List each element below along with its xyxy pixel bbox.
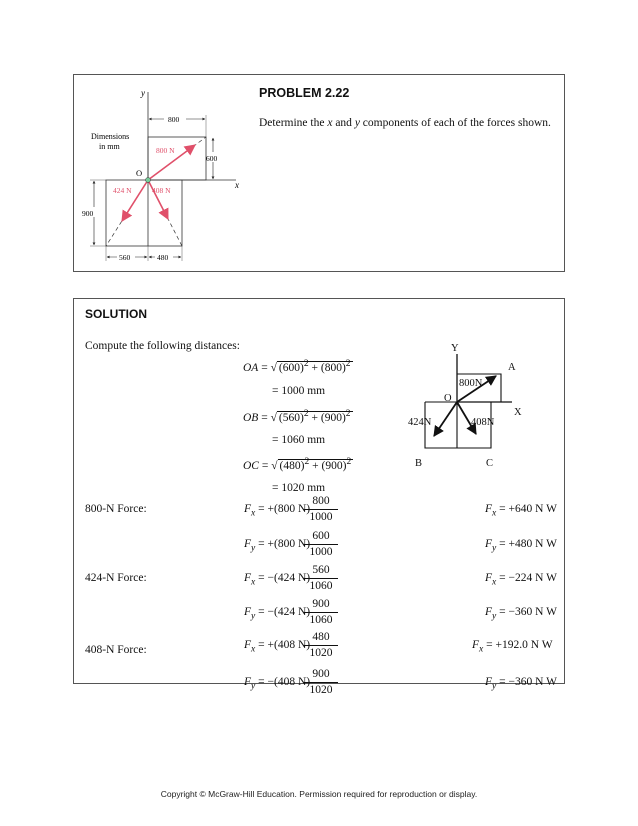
solution-sketch [400, 340, 545, 470]
sketch-y: Y [451, 343, 459, 354]
row-5-result: $F_y = -360$ N W [485, 676, 557, 692]
force-800-label: 800 N [156, 146, 175, 155]
ob-result: = 1060 mm [272, 434, 326, 446]
sketch-c: C [486, 458, 494, 469]
oa-equation: OA = √ $(600)^2 + (800)^2$ [243, 358, 351, 374]
row-2-result: $F_x = -224$ N W [485, 572, 557, 588]
dim-900-label: 900 [82, 209, 94, 218]
row-0-result: $F_x = +640$ N W [485, 503, 557, 519]
dim-480-label: 480 [157, 253, 169, 262]
row-2-label: 424-N Force: [85, 572, 147, 584]
row-4-result: $F_x = +192.0$ N W [472, 639, 553, 655]
sketch-800-label: 800N [459, 378, 483, 389]
row-3-fraction: $\frac{900}{1060}$ [304, 597, 338, 628]
row-3-lhs: $F_y = -(424$ N) [244, 606, 311, 622]
problem-statement: Determine the x and y components of each of the forces shown. [259, 117, 551, 129]
row-1-lhs: $F_y = +(800$ N) [244, 538, 311, 554]
row-3-result: $F_y = -360$ N W [485, 606, 557, 622]
dimensions-line2: in mm [99, 142, 120, 151]
dim-800-label: 800 [168, 115, 180, 124]
sketch-424-arrow [434, 402, 457, 436]
row-5-lhs: $F_y = -(408$ N) [244, 676, 311, 692]
sketch-b: B [415, 458, 423, 469]
row-0-lhs: $F_x = +(800$ N) [244, 503, 311, 519]
row-1-result: $F_y = +480$ N W [485, 538, 557, 554]
sketch-o: O [444, 393, 452, 404]
row-1-fraction: $\frac{600}{1000}$ [304, 529, 338, 560]
dimensions-line1: Dimensions [91, 132, 130, 141]
problem-figure [78, 80, 258, 265]
force-424-label: 424 N [113, 186, 132, 195]
sketch-424-label: 424N [408, 417, 432, 428]
oc-equation: OC = √ $(480)^2 + (900)^2$ [243, 456, 352, 472]
oa-result: = 1000 mm [272, 385, 326, 397]
solution-intro: Compute the following distances: [85, 340, 240, 352]
sketch-x: X [514, 407, 522, 418]
row-4-label: 408-N Force: [85, 644, 147, 656]
fig-origin-label: O [136, 168, 143, 178]
dim-600-label: 600 [206, 154, 218, 163]
row-4-fraction: $\frac{480}{1020}$ [304, 630, 338, 661]
fig-x-label: x [235, 180, 239, 190]
solution-title: SOLUTION [85, 307, 147, 321]
oc-result: = 1020 mm [272, 482, 326, 494]
sketch-408-label: 408N [471, 417, 495, 428]
row-2-lhs: $F_x = -(424$ N) [244, 572, 311, 588]
ob-equation: OB = √ $(560)^2 + (900)^2$ [243, 408, 351, 424]
fig-y-label: y [141, 88, 145, 98]
sketch-a: A [508, 362, 516, 373]
origin-point [146, 178, 151, 183]
row-0-label: 800-N Force: [85, 503, 147, 515]
force-408-label: 408 N [152, 186, 171, 195]
copyright-footer: Copyright © McGraw-Hill Education. Permission required for reproduction or display. [160, 789, 478, 799]
row-5-fraction: $\frac{900}{1020}$ [304, 667, 338, 698]
dim-560-label: 560 [119, 253, 131, 262]
row-0-fraction: $\frac{800}{1000}$ [304, 494, 338, 525]
problem-title: PROBLEM 2.22 [259, 86, 350, 100]
row-4-lhs: $F_x = +(408$ N) [244, 639, 311, 655]
row-2-fraction: $\frac{560}{1060}$ [304, 563, 338, 594]
